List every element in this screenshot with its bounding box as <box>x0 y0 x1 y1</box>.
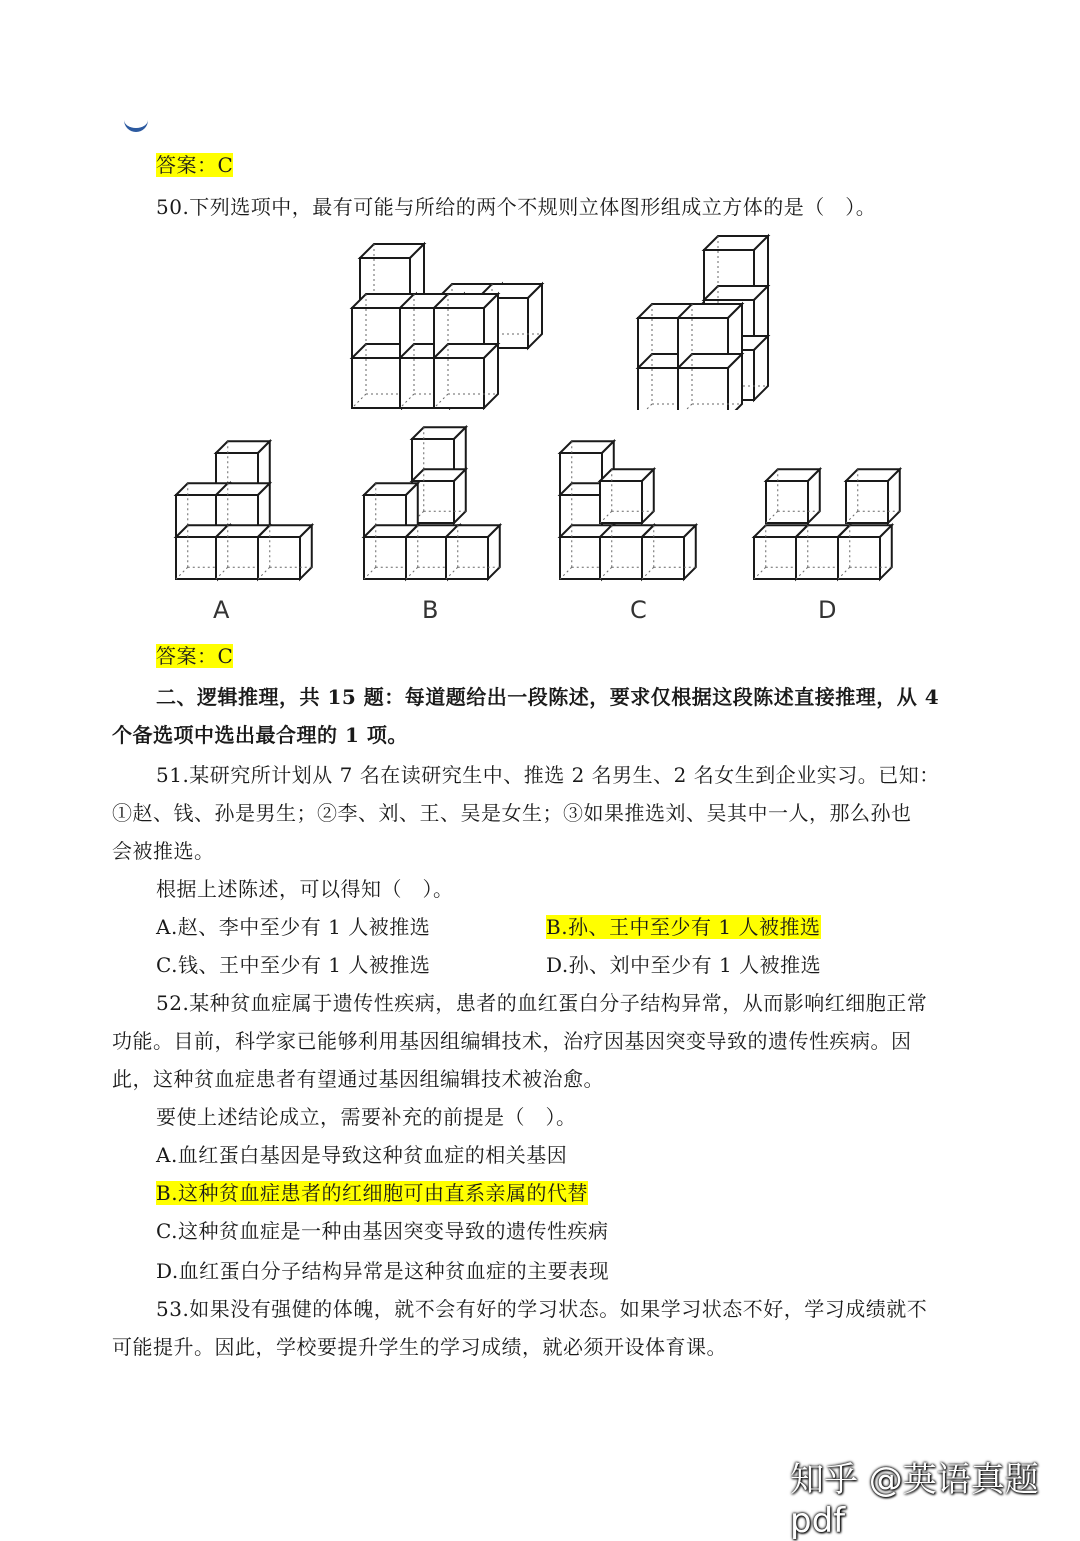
q52-line2: 功能。目前，科学家已能够利用基因组编辑技术，治疗因基因突变导致的遗传性疾病。因 <box>112 1029 912 1053</box>
section2-line2: 个备选项中选出最合理的 1 项。 <box>112 723 408 747</box>
q50-option-a-label: A <box>213 596 230 624</box>
q51-option-b: B.孙、王中至少有 1 人被推选 <box>546 915 821 939</box>
corner-logo-fragment <box>124 110 148 132</box>
option-d-cube-bottom-right <box>838 525 892 579</box>
q51-prompt: 根据上述陈述，可以得知（ ）。 <box>156 877 454 901</box>
q52-line1: 52.某种贫血症属于遗传性疾病，患者的血红蛋白分子结构异常，从而影响红细胞正常 <box>156 991 928 1015</box>
q50-option-d-label: D <box>818 596 837 624</box>
answer-prev: 答案：C <box>156 153 234 177</box>
option-d-cube-top-left <box>766 469 820 523</box>
section2-line1: 二、逻辑推理，共 15 题：每道题给出一段陈述，要求仅根据这段陈述直接推理，从 4 <box>156 685 940 709</box>
q53-line2: 可能提升。因此，学校要提升学生的学习成绩，就必须开设体育课。 <box>112 1335 727 1359</box>
q52-option-a: A.血红蛋白基因是导致这种贫血症的相关基因 <box>156 1143 568 1167</box>
q52-option-b: B.这种贫血症患者的红细胞可由直系亲属的代替 <box>156 1181 589 1205</box>
q50-option-figures <box>170 425 910 590</box>
option-c-cube-bottom-right <box>642 525 696 579</box>
q52-option-c: C.这种贫血症是一种由基因突变导致的遗传性疾病 <box>156 1219 609 1243</box>
q50-given-figures <box>340 230 780 410</box>
q52-option-d: D.血红蛋白分子结构异常是这种贫血症的主要表现 <box>156 1259 610 1283</box>
q51-option-a: A.赵、李中至少有 1 人被推选 <box>156 915 431 939</box>
q50-option-c-label: C <box>630 596 647 624</box>
q51-line1: 51.某研究所计划从 7 名在读研究生中、推选 2 名男生、2 名女生到企业实习。已知： <box>156 763 940 787</box>
option-a-cube-bottom-right <box>258 525 312 579</box>
option-b-cube-bottom-right <box>446 525 500 579</box>
q52-line3: 此，这种贫血症患者有望通过基因组编辑技术被治愈。 <box>112 1067 604 1091</box>
q52-prompt: 要使上述结论成立，需要补充的前提是（ ）。 <box>156 1105 577 1129</box>
q51-line2: ①赵、钱、孙是男生；②李、刘、王、吴是女生；③如果推选刘、吴其中一人，那么孙也 <box>112 801 912 825</box>
q50-option-b-label: B <box>422 596 439 624</box>
q50-answer: 答案：C <box>156 644 234 668</box>
q51-option-d: D.孙、刘中至少有 1 人被推选 <box>546 953 822 977</box>
given-left-cube-right-bottom <box>434 344 498 408</box>
option-b-cube-mid <box>412 469 466 523</box>
option-d-cube-top-right <box>846 469 900 523</box>
q51-line3: 会被推选。 <box>112 839 215 863</box>
q51-option-c: C.钱、王中至少有 1 人被推选 <box>156 953 431 977</box>
given-right-cube-front-bottom <box>678 354 742 410</box>
option-c-cube-mid-right <box>600 469 654 523</box>
q53-line1: 53.如果没有强健的体魄，就不会有好的学习状态。如果学习状态不好，学习成绩就不 <box>156 1297 928 1321</box>
watermark: 知乎 @英语真题pdf <box>790 1460 1039 1541</box>
q50-text: 50.下列选项中，最有可能与所给的两个不规则立体图形组成立方体的是（ ）。 <box>156 195 877 219</box>
